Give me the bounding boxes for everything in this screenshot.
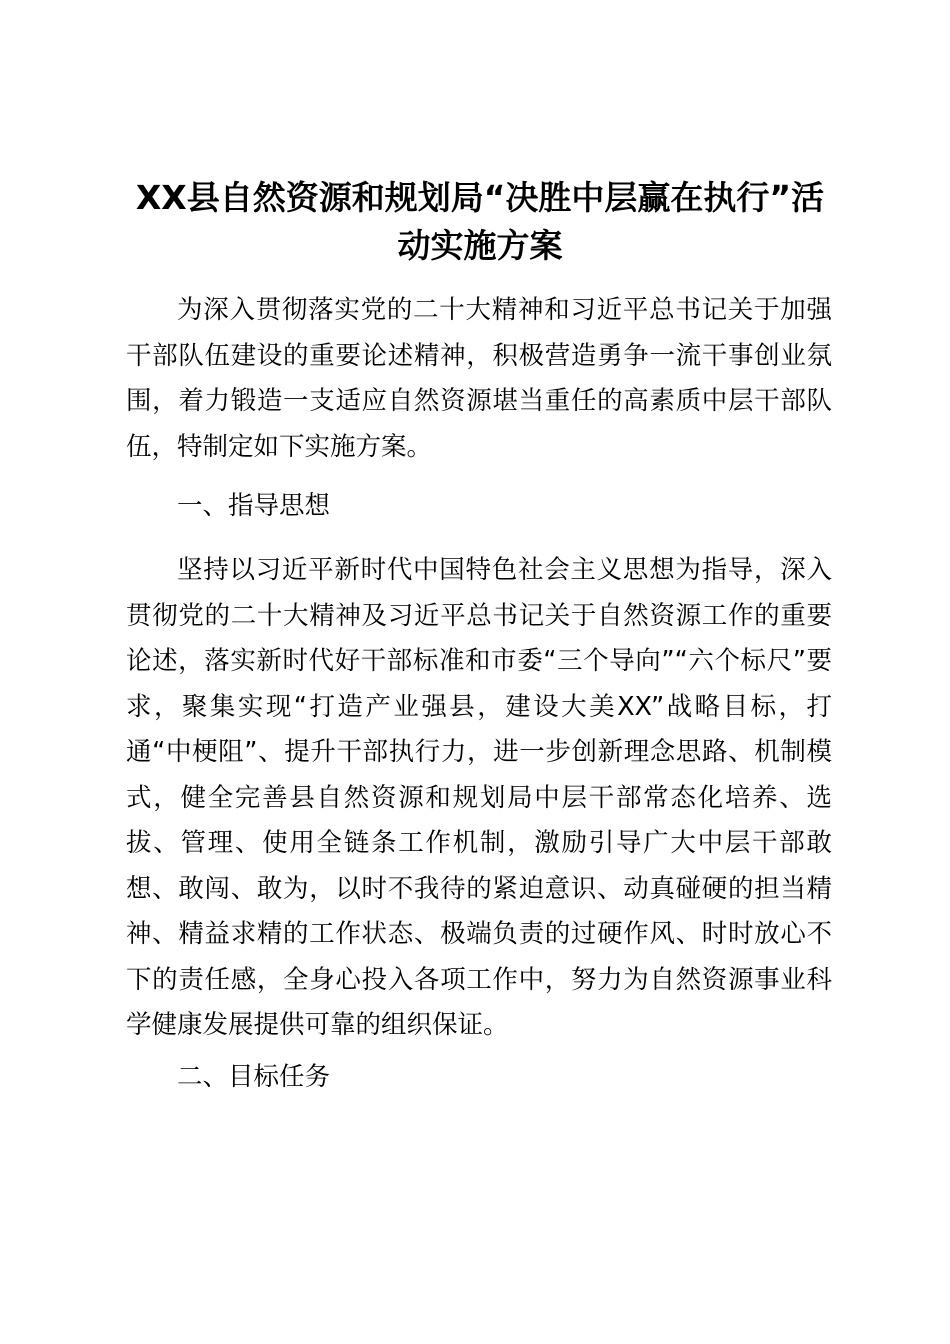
document-title: XX县自然资源和规划局“决胜中层赢在执行”活动实施方案: [135, 178, 825, 265]
intro-paragraph: 为深入贯彻落实党的二十大精神和习近平总书记关于加强干部队伍建设的重要论述精神，积极营造勇争一流干事创业氛围，着力锻造一支适应自然资源堪当重任的高素质中层干部队伍，特制定如下实施方案。: [126, 295, 832, 462]
section-heading-goals-tasks: 二、目标任务: [177, 1062, 331, 1092]
section-heading-guiding-ideology: 一、指导思想: [177, 491, 331, 521]
guiding-ideology-paragraph: 坚持以习近平新时代中国特色社会主义思想为指导，深入贯彻党的二十大精神及习近平总书记关于自然资源工作的重要论述，落实新时代好干部标准和市委“三个导向”“六个标尺”要求，聚集实现“打造产业强县，建设大美XX”战略目标，打通“中梗阻”、提升干部执行力，进一步创新理念思路、机制模式，健全完善县自然资源和规划局中层干部常态化培养、选拔、管理、使用全链条工作机制，激励引导广大中层干部敢想、敢闯、敢为，以时不我待的紧迫意识、动真碰硬的担当精神、精益求精的工作状态、极端负责的过硬作风、时时放心不下的责任感，全身心投入各项工作中，努力为自然资源事业科学健康发展提供可靠的组织保证。: [126, 555, 832, 1040]
